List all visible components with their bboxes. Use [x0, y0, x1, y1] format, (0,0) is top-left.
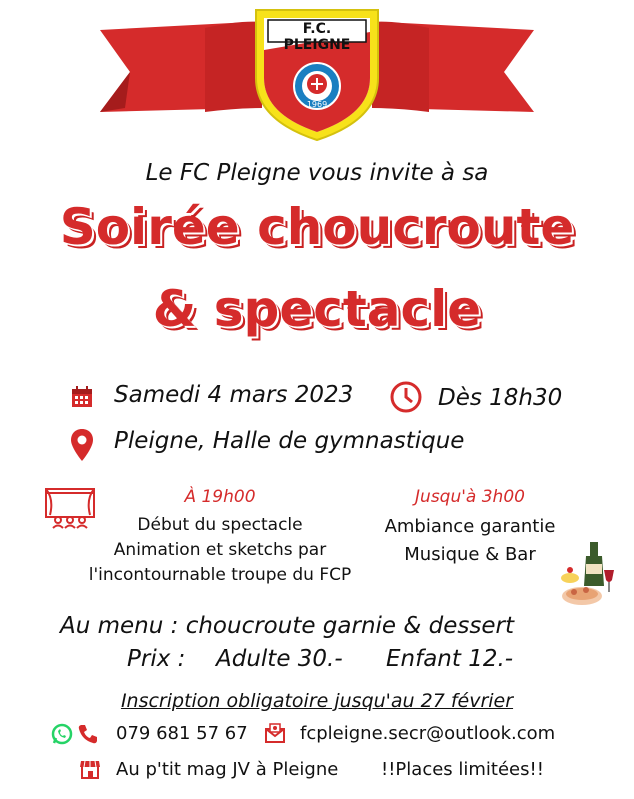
email-icon — [264, 722, 286, 744]
club-year: 1969 — [306, 100, 328, 109]
program-right-line1: Ambiance garantie — [384, 516, 556, 537]
program-left-line1: Début du spectacle — [137, 515, 303, 535]
program-left-line3: l'incontournable troupe du FCP — [88, 565, 352, 585]
menu-line: Au menu : choucroute garnie & dessert — [60, 613, 514, 639]
price-adult: Adulte 30.- — [216, 646, 343, 672]
shop-icon — [79, 758, 101, 780]
phone-icon — [77, 723, 99, 745]
food-wine-icon — [560, 540, 620, 608]
whatsapp-icon — [51, 723, 73, 745]
program-left-line2: Animation et sketchs par — [113, 540, 327, 560]
price-label: Prix : — [127, 646, 186, 672]
event-date: Samedi 4 mars 2023 — [114, 382, 354, 408]
program-right-time: Jusqu'à 3h00 — [415, 487, 525, 507]
program-right-line2: Musique & Bar — [404, 544, 536, 565]
location-pin-icon — [70, 428, 94, 462]
price-child: Enfant 12.- — [386, 646, 514, 672]
phone-number: 079 681 57 67 — [116, 723, 248, 744]
registration-deadline: Inscription obligatoire jusqu'au 27 février — [120, 690, 514, 712]
club-name: F.C. PLEIGNE — [283, 21, 351, 53]
event-location: Pleigne, Halle de gymnastique — [114, 428, 465, 454]
places-limited: !!Places limitées!! — [381, 759, 544, 780]
clock-icon — [389, 380, 423, 414]
email-address[interactable]: fcpleigne.secr@outlook.com — [300, 723, 556, 744]
program-left — [60, 513, 380, 588]
shop-location: Au p'tit mag JV à Pleigne — [116, 759, 339, 780]
event-time: Dès 18h30 — [438, 385, 563, 411]
invite-line: Le FC Pleigne vous invite à sa — [145, 160, 489, 186]
title-line2: & spectacle — [152, 280, 482, 338]
calendar-icon — [70, 385, 94, 409]
program-right — [370, 513, 570, 569]
title-line1: Soirée choucroute — [59, 198, 575, 256]
program-left-time: À 19h00 — [184, 487, 256, 507]
